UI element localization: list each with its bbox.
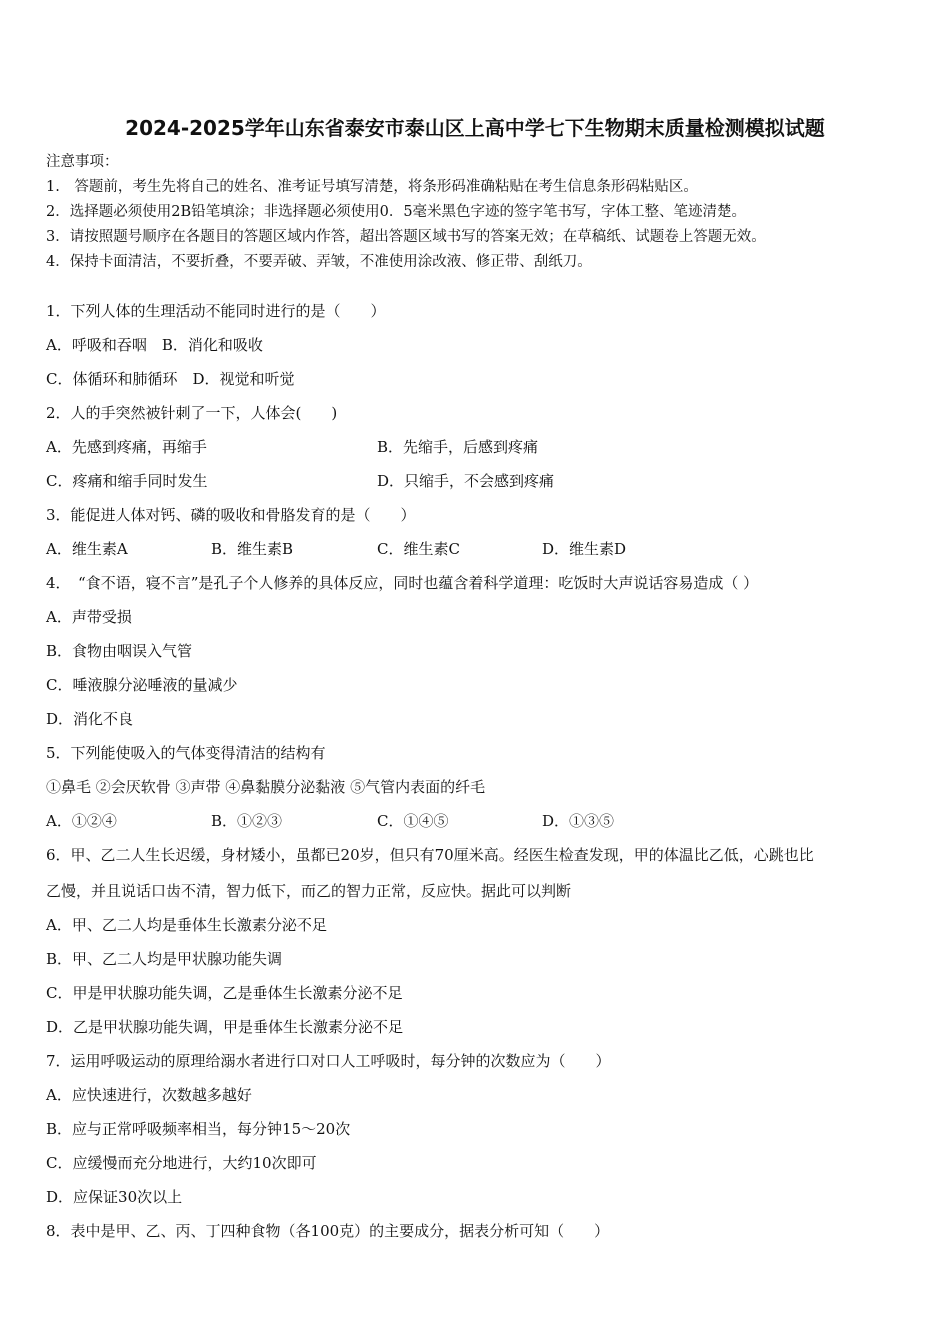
question-option: A．①②④ bbox=[46, 812, 117, 830]
notice-item: 4．保持卡面清洁，不要折叠，不要弄破、弄皱，不准使用涂改液、修正带、刮纸刀。 bbox=[46, 254, 592, 270]
question-stem: 1．下列人体的生理活动不能同时进行的是（ ） bbox=[46, 302, 386, 320]
question-option: C．维生素C bbox=[377, 540, 460, 558]
question-option: A．应快速进行，次数越多越好 bbox=[46, 1086, 252, 1104]
question-option: B．食物由咽误入气管 bbox=[46, 642, 193, 660]
notice-item: 3．请按照题号顺序在各题目的答题区域内作答，超出答题区域书写的答案无效；在草稿纸、试题卷上答题无效。 bbox=[46, 229, 766, 245]
question-option: D．应保证30次以上 bbox=[46, 1188, 183, 1206]
question-stem: 7．运用呼吸运动的原理给溺水者进行口对口人工呼吸时，每分钟的次数应为（ ） bbox=[46, 1052, 611, 1070]
notice-item: 2．选择题必须使用2B铅笔填涂；非选择题必须使用0．5毫米黑色字迹的签字笔书写，字体工整、笔迹清楚。 bbox=[46, 204, 747, 220]
question-option: D．维生素D bbox=[542, 540, 627, 558]
question-option: D．①③⑤ bbox=[542, 812, 615, 830]
question-option: C．①④⑤ bbox=[377, 812, 449, 830]
question-option: C．唾液腺分泌唾液的量减少 bbox=[46, 676, 238, 694]
notice-heading: 注意事项： bbox=[46, 154, 119, 170]
question-stem: 6．甲、乙二人生长迟缓，身材矮小，虽都已20岁，但只有70厘米高。经医生检查发现，甲的体温比乙低，心跳也比 bbox=[46, 846, 814, 864]
question-option: B．①②③ bbox=[211, 812, 283, 830]
page-title: 2024-2025学年山东省泰安市泰山区上高中学七下生物期末质量检测模拟试题 bbox=[125, 116, 825, 140]
question-option: B．甲、乙二人均是甲状腺功能失调 bbox=[46, 950, 283, 968]
question-option: B．先缩手，后感到疼痛 bbox=[377, 438, 539, 456]
question-option: D．消化不良 bbox=[46, 710, 134, 728]
question-option: C．甲是甲状腺功能失调，乙是垂体生长激素分泌不足 bbox=[46, 984, 403, 1002]
question-stem: 2．人的手突然被针刺了一下，人体会( ) bbox=[46, 404, 338, 422]
question-option: A．声带受损 bbox=[46, 608, 132, 626]
question-stem: 4． “食不语，寝不言”是孔子个人修养的具体反应，同时也蕴含着科学道理：吃饭时大声说话容易造成（ ） bbox=[46, 574, 759, 592]
question-option: D．只缩手，不会感到疼痛 bbox=[377, 472, 555, 490]
question-option: C．疼痛和缩手同时发生 bbox=[46, 472, 208, 490]
question-substem: ①鼻毛 ②会厌软骨 ③声带 ④鼻黏膜分泌黏液 ⑤气管内表面的纤毛 bbox=[46, 778, 486, 796]
question-option-row: C．体循环和肺循环 D．视觉和听觉 bbox=[46, 370, 295, 388]
question-option: A．维生素A bbox=[46, 540, 128, 558]
question-stem: 3．能促进人体对钙、磷的吸收和骨胳发育的是（ ） bbox=[46, 506, 416, 524]
question-stem-continued: 乙慢，并且说话口齿不清，智力低下，而乙的智力正常，反应快。据此可以判断 bbox=[46, 882, 572, 900]
question-option-row: A．呼吸和吞咽 B．消化和吸收 bbox=[46, 336, 263, 354]
question-option: B．维生素B bbox=[211, 540, 294, 558]
question-option: C．应缓慢而充分地进行，大约10次即可 bbox=[46, 1154, 317, 1172]
question-option: D．乙是甲状腺功能失调，甲是垂体生长激素分泌不足 bbox=[46, 1018, 404, 1036]
question-stem: 8．表中是甲、乙、丙、丁四种食物（各100克）的主要成分，据表分析可知（ ） bbox=[46, 1222, 610, 1240]
question-option: A．先感到疼痛，再缩手 bbox=[46, 438, 207, 456]
question-option: A．甲、乙二人均是垂体生长激素分泌不足 bbox=[46, 916, 327, 934]
notice-item: 1. 答题前，考生先将自己的姓名、准考证号填写清楚，将条形码准确粘贴在考生信息条形码粘贴区。 bbox=[46, 179, 698, 195]
question-stem: 5．下列能使吸入的气体变得清洁的结构有 bbox=[46, 744, 326, 762]
question-option: B．应与正常呼吸频率相当，每分钟15～20次 bbox=[46, 1120, 351, 1138]
